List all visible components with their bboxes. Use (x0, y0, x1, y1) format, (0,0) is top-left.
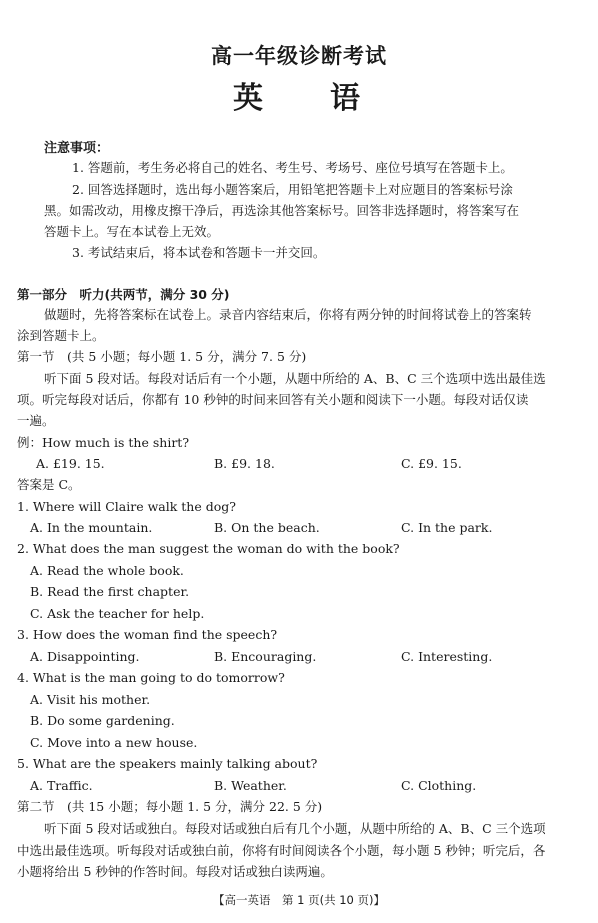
example-answer: 答案是 C。 (17, 477, 81, 492)
question-3-option-a: A. Disappointing. (30, 649, 140, 664)
question-2: 2. What does the man suggest the woman do with the book? (17, 541, 400, 556)
example-question: 例：How much is the shirt? (17, 435, 190, 450)
question-4-option-b: B. Do some gardening. (30, 713, 175, 728)
section1-instr-line-1: 听下面 5 段对话。每段对话后有一个小题，从题中所给的 A、B、C 三个选项中选出最佳选 (44, 371, 546, 386)
example-option-c: C. £9. 15. (401, 456, 462, 471)
notice-item-1: 1. 答题前，考生务必将自己的姓名、考生号、考场号、座位号填写在答题卡上。 (72, 160, 513, 175)
subject-title-char-2: 语 (330, 81, 360, 116)
section1-heading: 第一节 (共 5 小题；每小题 1. 5 分，满分 7. 5 分) (17, 349, 307, 364)
question-3-option-b: B. Encouraging. (214, 649, 317, 664)
question-2-option-a: A. Read the whole book. (30, 563, 184, 578)
question-5: 5. What are the speakers mainly talking about? (17, 756, 318, 771)
question-2-option-c: C. Ask the teacher for help. (30, 606, 205, 621)
question-3: 3. How does the woman find the speech? (17, 627, 278, 642)
question-5-option-c: C. Clothing. (401, 778, 477, 793)
section1-instr-line-2: 项。听完每段对话后，你都有 10 秒钟的时间来回答有关小题和阅读下一小题。每段对话仅读 (17, 392, 529, 407)
question-4-option-a: A. Visit his mother. (30, 692, 151, 707)
question-5-option-b: B. Weather. (214, 778, 287, 793)
part1-heading: 第一部分 听力(共两节，满分 30 分) (17, 287, 230, 302)
page-footer: 【高一英语 第 1 页(共 10 页)】 (212, 893, 386, 907)
notice-heading: 注意事项： (44, 141, 110, 156)
question-1: 1. Where will Claire walk the dog? (17, 499, 236, 514)
question-4: 4. What is the man going to do tomorrow? (17, 670, 285, 685)
section2-instr-line-3: 小题将给出 5 秒钟的作答时间。每段对话或独白读两遍。 (17, 864, 333, 879)
question-1-option-c: C. In the park. (401, 520, 493, 535)
section2-instr-line-2: 中选出最佳选项。听每段对话或独白前，你将有时间阅读各个小题，每小题 5 秒钟；听完后，各 (17, 843, 546, 858)
notice-item-2-line-2: 黑。如需改动，用橡皮擦干净后，再选涂其他答案标号。回答非选择题时，将答案写在 (44, 203, 520, 218)
section2-instr-line-1: 听下面 5 段对话或独白。每段对话或独白后有几个小题，从题中所给的 A、B、C 三个选项 (44, 821, 546, 836)
question-1-option-b: B. On the beach. (214, 520, 320, 535)
exam-title: 高一年级诊断考试 (211, 44, 387, 68)
section1-instr-line-3: 一遍。 (17, 413, 55, 428)
part1-intro-line-1: 做题时，先将答案标在试卷上。录音内容结束后，你将有两分钟的时间将试卷上的答案转 (44, 307, 532, 322)
notice-item-3: 3. 考试结束后，将本试卷和答题卡一并交回。 (72, 245, 326, 260)
question-4-option-c: C. Move into a new house. (30, 735, 198, 750)
example-option-b: B. £9. 18. (214, 456, 275, 471)
question-1-option-a: A. In the mountain. (30, 520, 153, 535)
question-5-option-a: A. Traffic. (30, 778, 93, 793)
question-3-option-c: C. Interesting. (401, 649, 493, 664)
part1-intro-line-2: 涂到答题卡上。 (17, 328, 105, 343)
section2-heading: 第二节 (共 15 小题；每小题 1. 5 分，满分 22. 5 分) (17, 799, 323, 814)
subject-title-char-1: 英 (233, 81, 263, 116)
notice-item-2-line-3: 答题卡上。写在本试卷上无效。 (44, 224, 220, 239)
question-2-option-b: B. Read the first chapter. (30, 584, 190, 599)
notice-item-2-line-1: 2. 回答选择题时，选出每小题答案后，用铅笔把答题卡上对应题目的答案标号涂 (72, 182, 513, 197)
example-option-a: A. £19. 15. (36, 456, 105, 471)
